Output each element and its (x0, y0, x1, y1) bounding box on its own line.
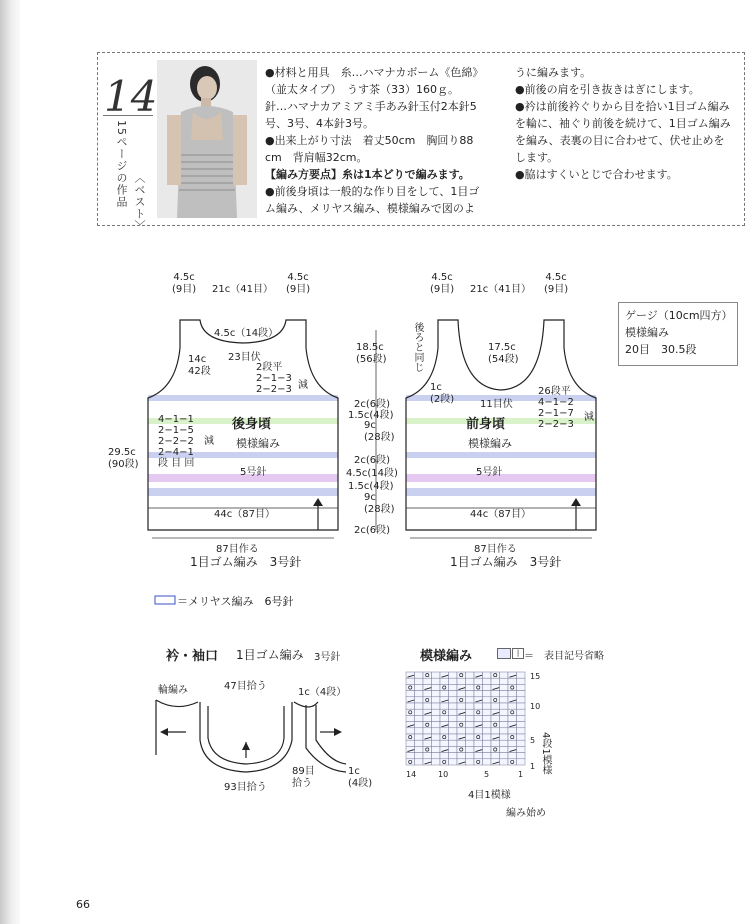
chart-cell (415, 722, 424, 728)
front-neck-decrease: 26段平 4−1−2 2−1−7 2−2−3 (538, 386, 574, 430)
chart-cell (483, 672, 492, 678)
col-label: 1 (518, 770, 524, 779)
chart-cell (423, 746, 432, 752)
chart-cell (483, 691, 492, 697)
chart-note-symbol: | (512, 648, 524, 659)
chart-cell (457, 740, 466, 746)
chart-cell (457, 728, 466, 734)
chart-cell (423, 703, 432, 709)
col-label: 10 (438, 770, 449, 779)
dim-i: 2c(6段) (354, 525, 391, 536)
chart-cell (415, 691, 424, 697)
front-shoulder-right: 4.5c (9目) (544, 272, 569, 295)
back-armhole-decrease: 4−1−1 2−1−5 2−2−2 2−4−1 段 目 回 (158, 414, 195, 469)
collar-ring: 輪編み (158, 685, 188, 696)
chart-cell (491, 697, 500, 703)
chart-cell (449, 691, 458, 697)
chart-cell (449, 697, 458, 703)
chart-cell (449, 709, 458, 715)
chart-cell (517, 691, 526, 697)
back-decrease-mark: 減 (298, 380, 308, 391)
chart-cell (517, 715, 526, 721)
chart-cell (508, 691, 517, 697)
size-line: ●出来上がり寸法 着丈50cm 胸回り88 (265, 134, 474, 147)
back-shoulder-left: 4.5c (9目) (172, 272, 197, 295)
chart-cell (432, 672, 441, 678)
chart-cell (432, 740, 441, 746)
chart-cell (517, 746, 526, 752)
chart-cell (457, 691, 466, 697)
chart-cell (466, 753, 475, 759)
collar-needle: 3号針 (314, 652, 341, 663)
method-line: ●前後の肩を引き抜きはぎにします。 (515, 83, 700, 96)
dim-h: 9c (28段) (364, 492, 395, 515)
dim-a: 18.5c (56段) (356, 342, 387, 365)
front-width: 44c（87目） (470, 509, 531, 520)
chart-cell (508, 709, 517, 715)
chart-cell (491, 715, 500, 721)
chart-cell (440, 691, 449, 697)
back-neck-width: 21c（41目） (212, 284, 273, 295)
chart-cell (466, 746, 475, 752)
chart-cell (508, 728, 517, 734)
back-cast-on: 87目作る (216, 544, 259, 555)
chart-cell (432, 678, 441, 684)
collar-sub: 1目ゴム編み (236, 648, 304, 662)
back-armhole-decrease-mark: 減 (204, 436, 214, 447)
materials-line: 針…ハマナカアミアミ手あみ針玉付2本針5 (265, 100, 477, 113)
front-shoulder-left: 4.5c (9目) (430, 272, 455, 295)
chart-note: ＝ 表目記号省略 (524, 651, 604, 662)
collar-side: 1c（4段） (298, 687, 347, 698)
collar-bottom-pickup: 93目拾う (224, 782, 267, 793)
chart-cell (474, 691, 483, 697)
chart-repeat-vertical: 4段1模様 (540, 732, 551, 775)
chart-cell (474, 740, 483, 746)
chart-cell (500, 734, 509, 740)
chart-cell (517, 672, 526, 678)
method-line: を編み、表裏の目に合わせて、伏せ止めを (515, 134, 725, 147)
chart-cell (432, 728, 441, 734)
chart-cell (432, 691, 441, 697)
dim-c: 1.5c(4段) (348, 410, 394, 421)
chart-cell (423, 715, 432, 721)
chart-cell (432, 703, 441, 709)
chart-cell (423, 672, 432, 678)
gauge-pattern: 模様編み (625, 326, 669, 339)
chart-cell (508, 734, 517, 740)
back-rib: 1目ゴム編み 3号針 (190, 555, 302, 569)
chart-cell (500, 753, 509, 759)
chart-cell (500, 672, 509, 678)
chart-cell (483, 703, 492, 709)
back-width: 44c（87目） (214, 509, 275, 520)
back-height: 29.5c (90段) (108, 447, 139, 470)
front-back-same: 後ろと同じ (412, 322, 423, 372)
front-title: 前身頃 (466, 417, 506, 432)
chart-cell (474, 715, 483, 721)
chart-cell (415, 753, 424, 759)
method-line: ●衿は前後衿ぐりから目を拾い1目ゴム編み (515, 100, 730, 113)
chart-cell (457, 672, 466, 678)
chart-cell (449, 722, 458, 728)
chart-cell (440, 715, 449, 721)
chart-cell (432, 753, 441, 759)
materials-line: ●材料と用具 糸…ハマナカボーム《色綿》 (265, 66, 484, 79)
chart-cell (449, 759, 458, 765)
chart-cell (466, 697, 475, 703)
chart-cell (466, 728, 475, 734)
chart-cell (474, 734, 483, 740)
chart-cell (508, 753, 517, 759)
chart-cell (517, 709, 526, 715)
chart-cell (500, 709, 509, 715)
method-line: を輪に、袖ぐり前後を続けて、1目ゴム編み (515, 117, 731, 130)
chart-cell (466, 722, 475, 728)
chart-cell (406, 691, 415, 697)
chart-cell (500, 759, 509, 765)
chart-cell (415, 746, 424, 752)
dim-f: 4.5c(14段) (346, 468, 398, 479)
chart-cell (432, 722, 441, 728)
front-needle: 5号針 (476, 467, 503, 478)
chart-cell (483, 715, 492, 721)
chart-cell (449, 746, 458, 752)
chart-cell (440, 753, 449, 759)
chart-cell (449, 734, 458, 740)
chart-cell (432, 734, 441, 740)
method-line: ム編み、メリヤス編み、模様編みで図のよ (265, 202, 475, 215)
chart-cell (517, 728, 526, 734)
row-label: 10 (530, 702, 541, 711)
chart-cell (449, 678, 458, 684)
chart-cell (457, 746, 466, 752)
chart-cell (491, 753, 500, 759)
collar-top-pickup: 47目拾う (224, 681, 267, 692)
chart-cell (440, 740, 449, 746)
method-line: うに編みます。 (515, 66, 592, 79)
chart-cell (466, 678, 475, 684)
chart-cell (466, 734, 475, 740)
chart-cell (466, 759, 475, 765)
chart-cell (483, 740, 492, 746)
chart-cell (457, 697, 466, 703)
chart-cell (508, 703, 517, 709)
row-label: 15 (530, 672, 541, 681)
chart-cell (466, 691, 475, 697)
chart-cell (500, 728, 509, 734)
chart-cell (508, 684, 517, 690)
chart-cell (491, 691, 500, 697)
chart-cell (415, 684, 424, 690)
chart-cell (474, 753, 483, 759)
chart-repeat-horizontal: 4目1模様 (468, 790, 511, 801)
chart-cell (517, 684, 526, 690)
chart-cell (508, 759, 517, 765)
chart-cell (491, 678, 500, 684)
chart-cell (406, 734, 415, 740)
chart-cell (406, 753, 415, 759)
chart-cell (432, 746, 441, 752)
back-pattern: 模様編み (236, 437, 280, 450)
chart-cell (500, 722, 509, 728)
chart-cell (449, 728, 458, 734)
chart-cell (483, 759, 492, 765)
size-line: cm 背肩幅32cm。 (265, 151, 368, 164)
front-neck-width: 21c（41目） (470, 284, 531, 295)
gauge-value: 20目 30.5段 (625, 343, 697, 356)
legend-swatch (155, 596, 175, 604)
back-neck-decrease: 2段平 2−1−3 2−2−3 (256, 362, 292, 395)
legend-text: ＝メリヤス編み 6号針 (177, 595, 294, 608)
chart-cell (415, 759, 424, 765)
dim-e: 2c(6段) (354, 455, 391, 466)
arm-pickup: 89目 拾う (292, 766, 315, 789)
front-pattern: 模様編み (468, 437, 512, 450)
chart-cell (517, 740, 526, 746)
chart-cell (457, 678, 466, 684)
chart-cell (432, 759, 441, 765)
chart-cell (415, 678, 424, 684)
chart-cell (415, 728, 424, 734)
chart-cell (466, 740, 475, 746)
chart-cell (517, 734, 526, 740)
chart-cell (457, 753, 466, 759)
chart-cell (500, 740, 509, 746)
chart-cell (517, 759, 526, 765)
chart-cell (440, 678, 449, 684)
chart-cell (423, 697, 432, 703)
chart-cell (491, 740, 500, 746)
chart-cell (500, 684, 509, 690)
chart-cell (491, 722, 500, 728)
front-rib: 1目ゴム編み 3号針 (450, 555, 562, 569)
chart-cell (457, 703, 466, 709)
chart-cell (415, 715, 424, 721)
chart-cell (440, 684, 449, 690)
page-number: 66 (76, 898, 90, 911)
chart-cell (406, 740, 415, 746)
chart-cell (440, 728, 449, 734)
front-cast-on: 87目作る (474, 544, 517, 555)
chart-note-swatch (497, 648, 511, 659)
chart-cell (406, 715, 415, 721)
chart-cell (474, 728, 483, 734)
back-armhole-height: 14c 42段 (188, 354, 211, 377)
back-needle: 5号針 (240, 467, 267, 478)
chart-cell (415, 709, 424, 715)
chart-cell (483, 709, 492, 715)
chart-cell (406, 728, 415, 734)
chart-cell (466, 672, 475, 678)
collar-title: 衿・袖口 (166, 649, 219, 664)
back-title: 後身頃 (232, 417, 272, 432)
chart-cell (483, 678, 492, 684)
chart-cell (483, 746, 492, 752)
chart-cell (423, 722, 432, 728)
chart-cell (517, 703, 526, 709)
chart-cell (483, 722, 492, 728)
chart-cell (500, 697, 509, 703)
chart-cell (500, 703, 509, 709)
chart-cell (406, 759, 415, 765)
chart-cell (457, 722, 466, 728)
chart-cell (415, 740, 424, 746)
dim-d: 9c (28段) (364, 420, 395, 443)
chart-cell (423, 728, 432, 734)
chart-cell (440, 734, 449, 740)
chart-cell (483, 734, 492, 740)
chart-cell (406, 678, 415, 684)
chart-cell (406, 709, 415, 715)
chart-cell (449, 703, 458, 709)
col-label: 14 (406, 770, 417, 779)
method-line: ●前後身頃は一般的な作り目をして、1目ゴ (265, 185, 480, 198)
reference-name: 〈ベスト〉 (133, 172, 146, 232)
chart-cell (517, 678, 526, 684)
chart-cell (491, 703, 500, 709)
chart-cell (508, 678, 517, 684)
front-neck-side: 1c (2段) (430, 382, 455, 405)
chart-cell (415, 703, 424, 709)
chart-cell (517, 722, 526, 728)
chart-cell (483, 684, 492, 690)
chart-cell (449, 684, 458, 690)
chart-cell (449, 740, 458, 746)
chart-cell (466, 684, 475, 690)
chart-title: 模様編み (420, 649, 473, 664)
row-label: 1 (530, 762, 536, 771)
chart-cell (415, 734, 424, 740)
chart-cell (432, 715, 441, 721)
chart-cell (406, 684, 415, 690)
chart-cell (423, 740, 432, 746)
chart-cell (517, 697, 526, 703)
chart-cell (466, 709, 475, 715)
chart-cell (432, 697, 441, 703)
chart-cell (517, 753, 526, 759)
chart-cell (432, 684, 441, 690)
chart-cell (483, 753, 492, 759)
chart-cell (500, 746, 509, 752)
materials-line: 号、3号、4本針3号。 (265, 117, 374, 130)
chart-cell (466, 703, 475, 709)
gauge-title: ゲージ（10cm四方） (625, 309, 733, 322)
chart-cell (440, 703, 449, 709)
chart-cell (508, 740, 517, 746)
chart-cell (474, 684, 483, 690)
chart-cell (474, 759, 483, 765)
chart-cell (415, 672, 424, 678)
chart-cell (423, 678, 432, 684)
chart-cell (449, 672, 458, 678)
dim-b: 2c(6段) (354, 399, 391, 410)
chart-cell (406, 703, 415, 709)
chart-cell (432, 709, 441, 715)
method-line: ●脇はすくいとじで合わせます。 (515, 168, 678, 181)
chart-cell (423, 691, 432, 697)
front-neck-depth: 17.5c (54段) (488, 342, 519, 365)
chart-cell (491, 672, 500, 678)
arm-side: 1c (4段) (348, 766, 373, 789)
chart-cell (508, 715, 517, 721)
chart-cell (500, 715, 509, 721)
chart-cell (474, 703, 483, 709)
chart-cell (440, 759, 449, 765)
chart-cell (483, 728, 492, 734)
back-neck-depth: 4.5c（14段） (214, 328, 279, 339)
pattern-chart-grid (406, 672, 525, 765)
materials-line: （並太タイプ） うす茶（33）160ｇ。 (265, 83, 460, 96)
pattern-number: 14 (104, 72, 158, 121)
front-decrease-mark: 減 (584, 412, 594, 423)
chart-cell (449, 715, 458, 721)
chart-cell (500, 691, 509, 697)
chart-cell (457, 715, 466, 721)
chart-cell (500, 678, 509, 684)
method-line: します。 (515, 151, 559, 164)
reference-page: 15ページの作品 (115, 120, 128, 208)
collar-diagram (156, 700, 346, 772)
chart-cell (491, 746, 500, 752)
dim-g: 1.5c(4段) (348, 481, 394, 492)
chart-cell (440, 709, 449, 715)
chart-cell (483, 697, 492, 703)
back-shoulder-right: 4.5c (9目) (286, 272, 311, 295)
chart-cell (415, 697, 424, 703)
chart-cell (449, 753, 458, 759)
row-label: 5 (530, 736, 536, 745)
chart-cell (466, 715, 475, 721)
chart-start: 編み始め (506, 808, 546, 819)
chart-cell (474, 678, 483, 684)
chart-cell (491, 728, 500, 734)
col-label: 5 (484, 770, 490, 779)
chart-cell (423, 753, 432, 759)
chart-cell (474, 709, 483, 715)
method-line: 【編み方要点】糸は1本どりで編みます。 (265, 168, 470, 181)
back-neck-bindoff: 23目伏 (228, 352, 261, 363)
front-neck-bindoff: 11目伏 (480, 399, 513, 410)
